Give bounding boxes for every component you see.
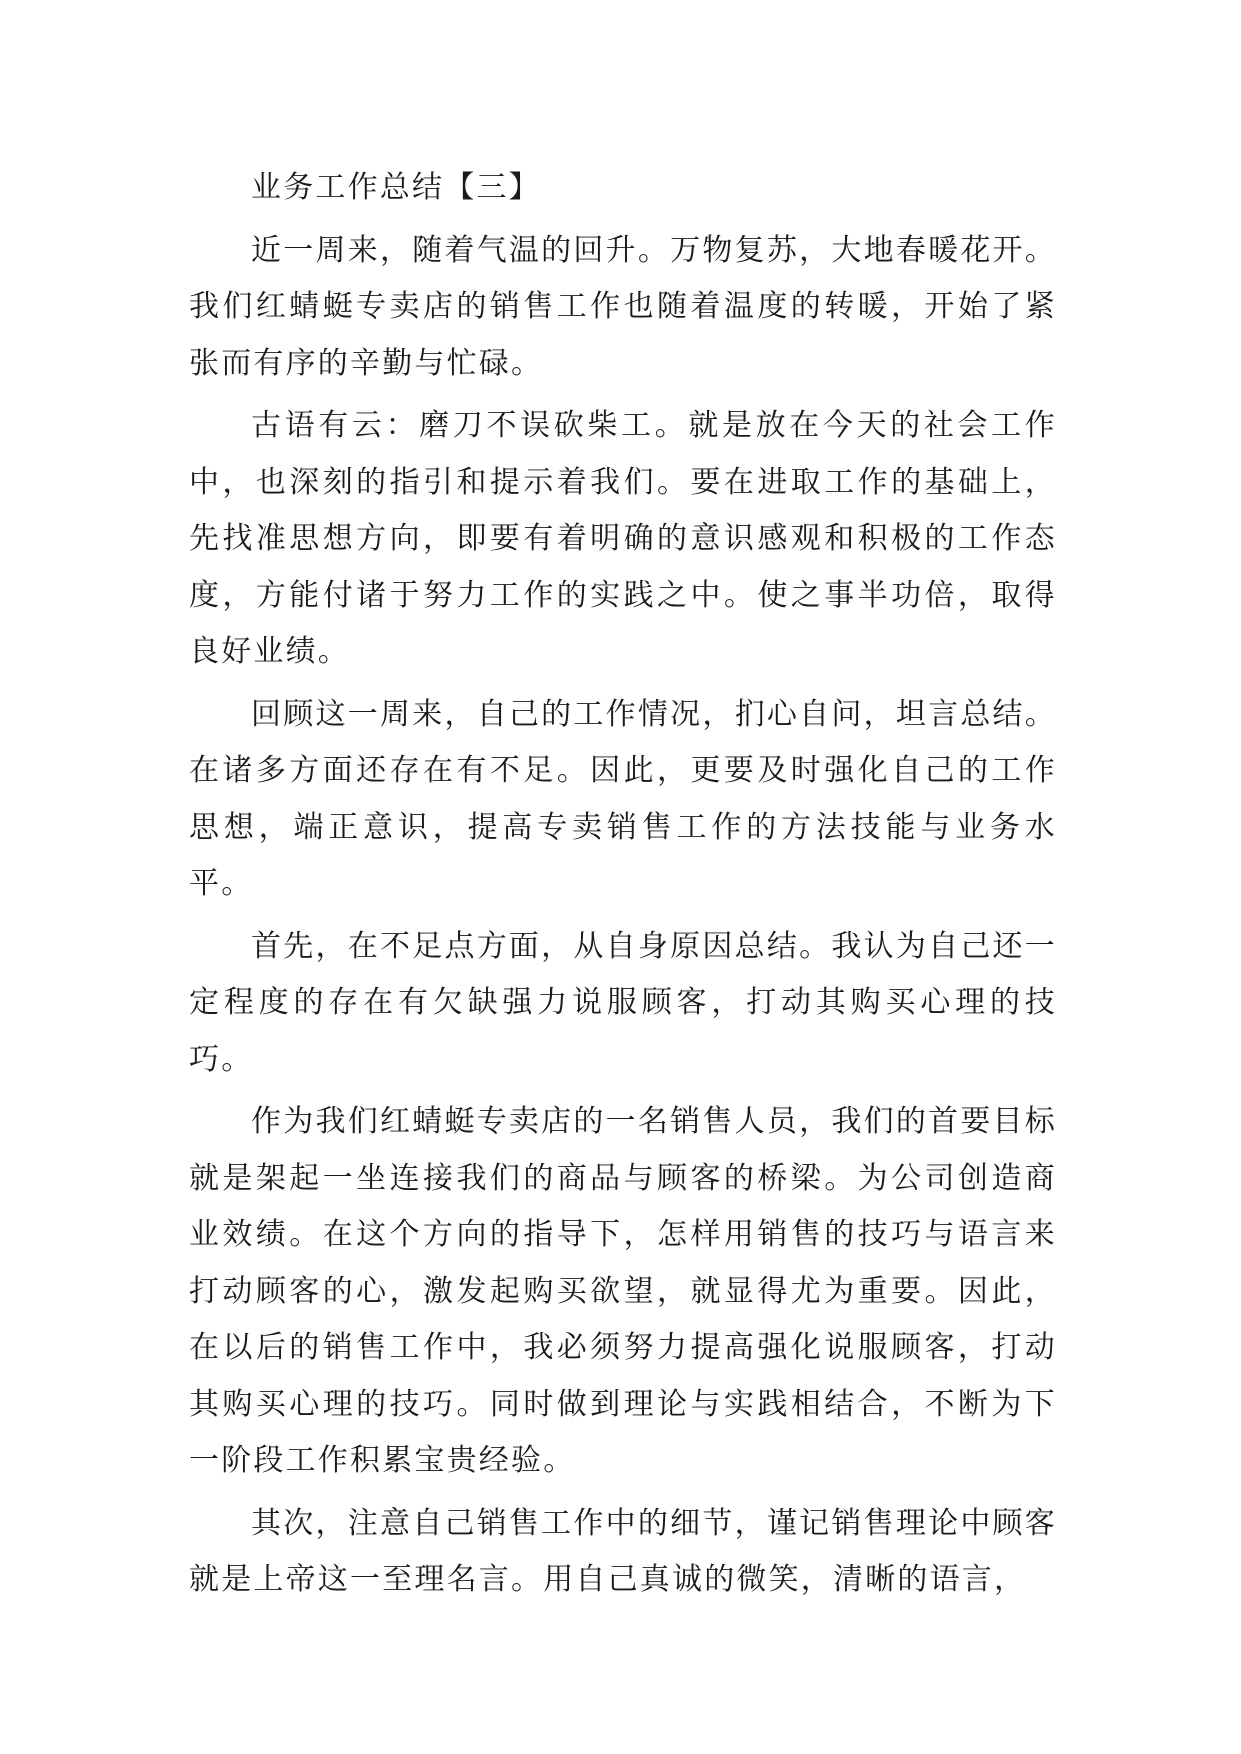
paragraph-review: 回顾这一周来，自己的工作情况，扪心自问，坦言总结。在诸多方面还存在有不足。因此，更要及时强化自己的工作思想，端正意识，提高专卖销售工作的方法技能与业务水平。 [189, 696, 1057, 901]
paragraph-second-point: 其次，注意自己销售工作中的细节，谨记销售理论中顾客就是上帝这一至理名言。用自己真诚的微笑，清晰的语言， [189, 1505, 1057, 1597]
paragraph-sales-role: 作为我们红蜻蜓专卖店的一名销售人员，我们的首要目标就是架起一坐连接我们的商品与顾客的桥梁。为公司创造商业效绩。在这个方向的指导下，怎样用销售的技巧与语言来打动顾客的心，激发起购买欲望，就显得尤为重要。因此，在以后的销售工作中，我必须努力提高强化说服顾客，打动其购买心理的技巧。同时做到理论与实践相结合，不断为下一阶段工作积累宝贵经验。 [189, 1104, 1057, 1478]
paragraph-intro: 近一周来，随着气温的回升。万物复苏，大地春暖花开。我们红蜻蜓专卖店的销售工作也随着温度的转暖，开始了紧张而有序的辛勤与忙碌。 [189, 232, 1057, 381]
paragraph-first-point: 首先，在不足点方面，从自身原因总结。我认为自己还一定程度的存在有欠缺强力说服顾客，打动其购买心理的技巧。 [189, 928, 1057, 1077]
section-title: 业务工作总结【三】 [251, 170, 541, 205]
paragraph-proverb: 古语有云：磨刀不误砍柴工。就是放在今天的社会工作中，也深刻的指引和提示着我们。要在进取工作的基础上，先找准思想方向，即要有着明确的意识感观和积极的工作态度，方能付诸于努力工作的实践之中。使之事半功倍，取得良好业绩。 [189, 408, 1057, 669]
document-body [189, 160, 1057, 1609]
